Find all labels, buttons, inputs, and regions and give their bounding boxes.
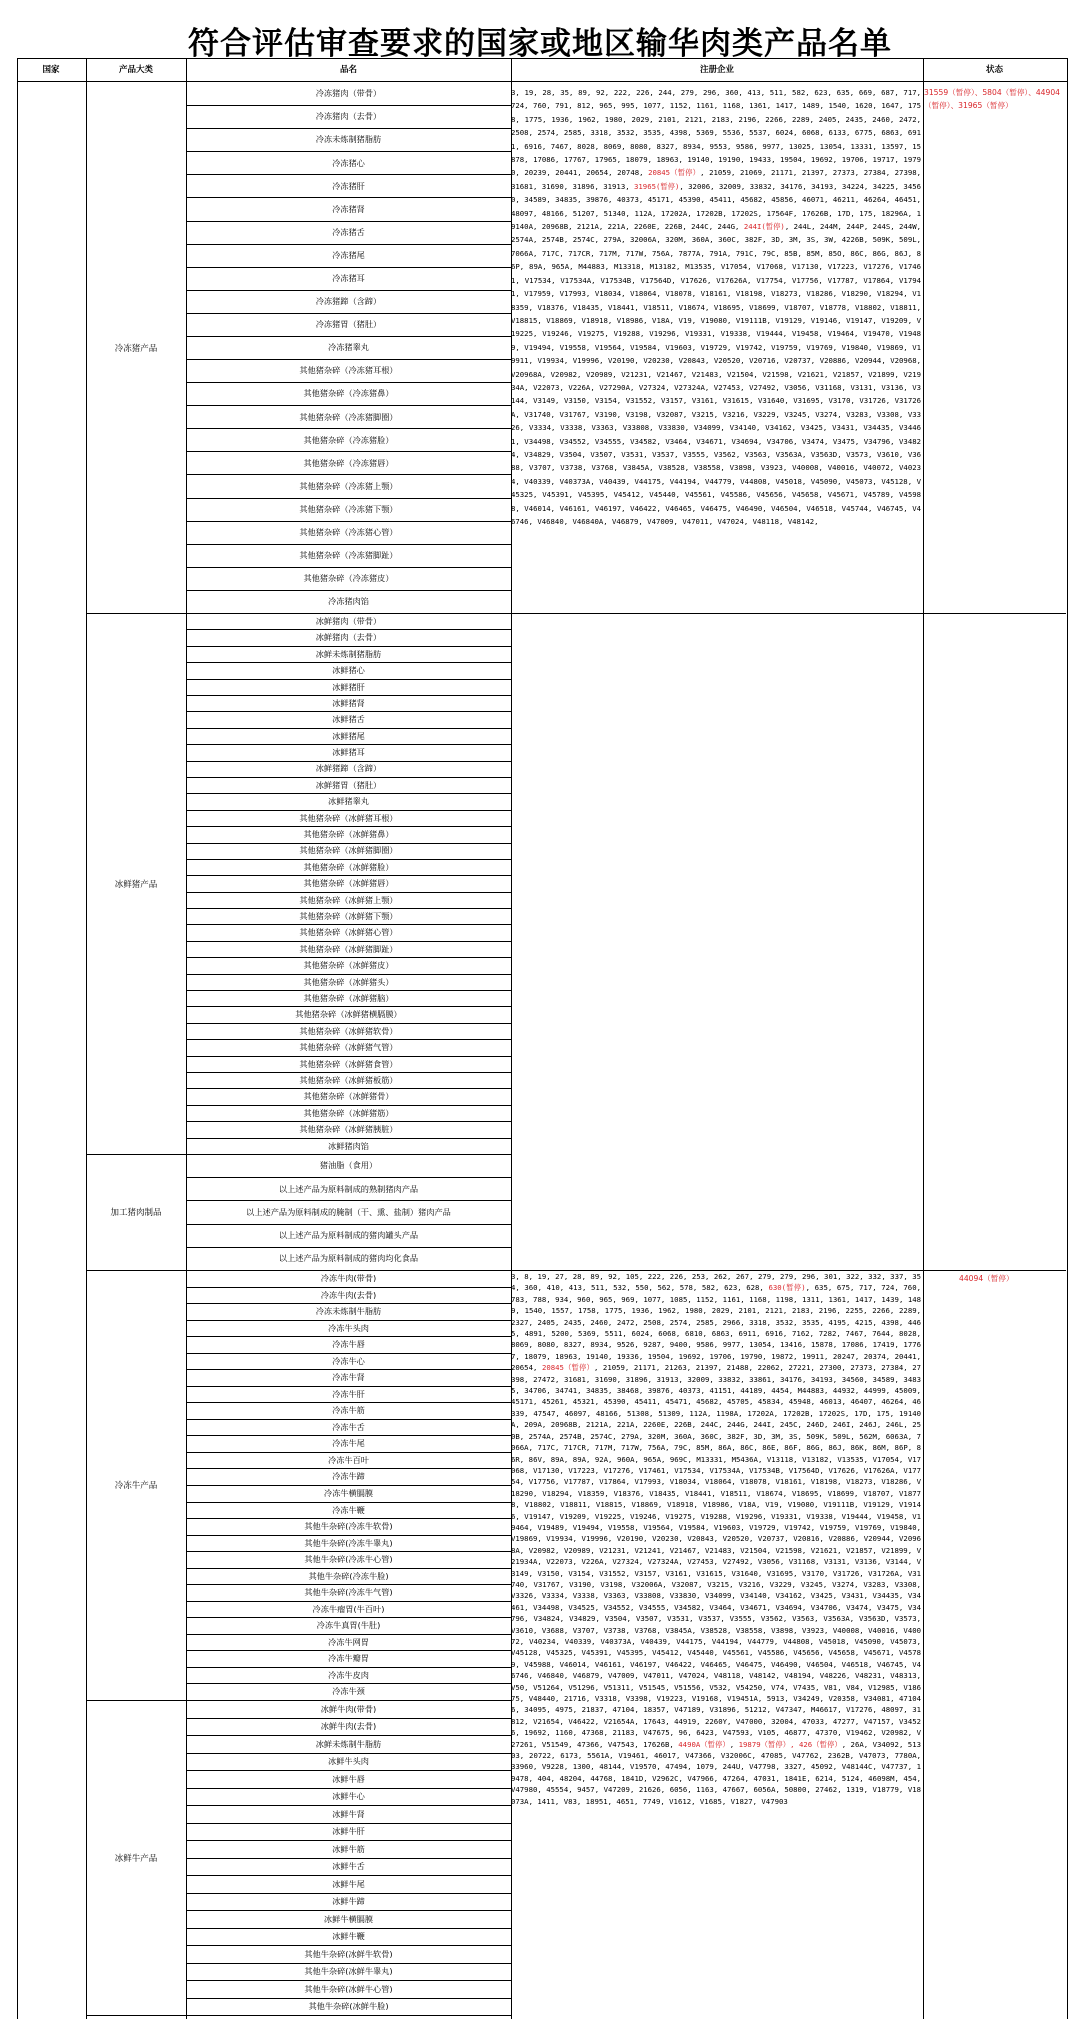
product-row-divider bbox=[186, 892, 511, 893]
product-row-divider bbox=[186, 1718, 511, 1719]
header-country: 国家 bbox=[42, 65, 60, 75]
product-name: 冰鲜猪蹄（含蹄） bbox=[315, 764, 382, 773]
product-row-divider bbox=[186, 521, 511, 522]
enterprise-codes: , 21059, 21069, 21171, 21397, 27373, 27384, 27398, 31681, 31690, 31896, 31913, bbox=[511, 168, 921, 191]
product-row-divider bbox=[186, 1753, 511, 1754]
product-name: 冰鲜猪尾 bbox=[332, 731, 365, 740]
document-title: 符合评估审查要求的国家或地区输华肉类产品名单 bbox=[188, 26, 892, 62]
product-name: 其他猪杂碎（冰鲜猪皮） bbox=[303, 961, 394, 970]
product-name: 冰鲜未炼制牛脂肪 bbox=[315, 1739, 382, 1748]
product-name: 冷冻牛颈 bbox=[332, 1687, 365, 1696]
product-name: 冰鲜猪睾丸 bbox=[328, 797, 369, 806]
suspended-enterprise-code: 19879（暂停）, 426（暂停） bbox=[738, 1739, 842, 1749]
product-row-divider bbox=[186, 1023, 511, 1024]
product-row-divider bbox=[186, 1634, 511, 1635]
product-name: 其他牛杂碎(冷冻牛软骨) bbox=[304, 1522, 393, 1531]
product-name: 冷冻未炼制猪脂肪 bbox=[315, 135, 382, 144]
product-name: 以上述产品为原料制成的熟制猪肉产品 bbox=[278, 1184, 419, 1193]
product-name: 其他猪杂碎（冰鲜猪上颚） bbox=[299, 895, 398, 904]
product-name: 冷冻牛肾 bbox=[332, 1373, 365, 1382]
product-name: 其他牛杂碎(冷冻牛睾丸) bbox=[304, 1538, 393, 1547]
product-row-divider bbox=[186, 1452, 511, 1453]
product-name: 其他猪杂碎（冰鲜猪筋） bbox=[303, 1108, 394, 1117]
product-row-divider bbox=[186, 128, 511, 129]
product-row-divider bbox=[186, 1823, 511, 1824]
product-name: 冰鲜猪肉（带骨） bbox=[315, 616, 382, 626]
enterprise-codes: 3, 19, 28, 35, 89, 92, 222, 226, 244, 279, 296, 360, 413, 511, 582, 623, 635, 669, 687, 717, 724, 760, 791, 812, 965, 995, 1077, 1152, 1161, 1168, 1361, 1417, 1489, 1540, 1620, 1647, 1758, 1775, 1936, 1962, 1980, 2029, 2101, 2121, 2183, 2196, 2266, 2289, 2405, 2435, 2460, 2472, 2508, 2574, 2585, 3318, 3532, 3535, 4398, 5369, 5536, 5537, 6024, 6068, 6133, 6775, 6863, 6911, 6916, 7467, 8028, 8069, 8080, 8327, 8934, 9553, 9586, 9977, 13025, 13054, 13331, 13597, 15878, 17086, 17767, 17965, 18079, 18963, 19140, 19190, 19433, 19504, 19692, 19706, 19717, 19790, 20239, 20441, 20654, 20748, bbox=[511, 88, 921, 178]
product-row-divider bbox=[186, 1468, 511, 1469]
product-name: 其他猪杂碎（冰鲜猪唇） bbox=[303, 879, 394, 888]
product-row-divider bbox=[186, 1287, 511, 1288]
product-row-divider bbox=[186, 1601, 511, 1602]
product-name: 冷冻牛皮肉 bbox=[328, 1670, 369, 1680]
product-name: 其他猪杂碎（冷冻猪下颚） bbox=[299, 504, 398, 514]
suspended-enterprise-code: 20845（暂停） bbox=[541, 1363, 594, 1373]
product-row-divider bbox=[186, 1247, 511, 1248]
suspended-enterprise-code: 20845（暂停） bbox=[648, 168, 701, 178]
product-row-divider bbox=[186, 590, 511, 591]
product-row-divider bbox=[186, 1568, 511, 1569]
header-enterprise: 注册企业 bbox=[699, 65, 734, 75]
product-name: 其他牛杂碎(冷冻牛脸) bbox=[308, 1571, 389, 1580]
product-name: 冰鲜牛头肉 bbox=[328, 1757, 369, 1766]
pork-status-text: 31559（暂停）、5804（暂停）、44904（暂停）、31965（暂停） bbox=[924, 88, 1060, 110]
product-name: 冰鲜猪耳 bbox=[332, 748, 365, 757]
product-name: 冷冻牛瘤胃(牛百叶) bbox=[312, 1604, 385, 1613]
product-name: 其他猪杂碎（冷冻猪心管） bbox=[299, 527, 398, 537]
product-name: 冷冻牛唇 bbox=[332, 1340, 365, 1349]
product-row-divider bbox=[186, 908, 511, 909]
section-divider bbox=[86, 1270, 511, 1271]
suspended-enterprise-code: 4490A（暂停） bbox=[678, 1739, 730, 1749]
product-row-divider bbox=[186, 1910, 511, 1911]
product-name: 冷冻猪尾 bbox=[332, 250, 365, 260]
product-name: 冷冻牛筋 bbox=[332, 1406, 365, 1415]
product-name: 冷冻猪肉（去骨） bbox=[315, 112, 382, 121]
product-row-divider bbox=[186, 1056, 511, 1057]
product-row-divider bbox=[186, 974, 511, 975]
product-name: 冷冻牛尾 bbox=[332, 1439, 365, 1448]
product-name: 冷冻未炼制牛脂肪 bbox=[315, 1307, 382, 1316]
product-name: 冰鲜猪肾 bbox=[332, 698, 365, 708]
product-row-divider bbox=[186, 1980, 511, 1981]
product-row-divider bbox=[186, 221, 511, 222]
beef-enterprise-list bbox=[511, 1271, 921, 1819]
product-name: 其他猪杂碎（冰鲜猪食管） bbox=[299, 1059, 398, 1068]
product-name: 其他猪杂碎（冷冻猪脚趾） bbox=[299, 551, 398, 560]
product-row-divider bbox=[186, 1788, 511, 1789]
product-name: 其他猪杂碎（冰鲜猪软骨） bbox=[299, 1026, 398, 1035]
product-name: 冰鲜猪胃（猪肚） bbox=[315, 780, 382, 790]
product-row-divider bbox=[186, 1303, 511, 1304]
product-name: 冷冻牛蹄 bbox=[332, 1472, 365, 1481]
product-row-divider bbox=[186, 1518, 511, 1519]
section-divider bbox=[86, 613, 511, 614]
product-name: 其他牛杂碎(冷冻牛心管) bbox=[304, 1555, 393, 1564]
product-name: 冰鲜牛唇 bbox=[332, 1774, 365, 1783]
product-row-divider bbox=[186, 1945, 511, 1946]
product-row-divider bbox=[186, 1584, 511, 1585]
product-row-divider bbox=[186, 1650, 511, 1651]
product-name: 其他猪杂碎（冰鲜猪耳根） bbox=[299, 813, 398, 822]
product-row-divider bbox=[186, 174, 511, 175]
product-row-divider bbox=[186, 1735, 511, 1736]
product-name: 其他猪杂碎（冰鲜猪头） bbox=[303, 977, 394, 986]
category-label: 加工猪肉制品 bbox=[110, 1208, 162, 1218]
product-row-divider bbox=[186, 728, 511, 729]
product-row-divider bbox=[186, 957, 511, 958]
product-name: 以上述产品为原料制成的猪肉罐头产品 bbox=[278, 1230, 419, 1240]
product-name: 冷冻牛肉(带骨) bbox=[320, 1274, 377, 1283]
product-row-divider bbox=[186, 1770, 511, 1771]
enterprise-codes: 3, 8, 19, 27, 28, 89, 92, 105, 222, 226, 253, 262, 267, 279, 279, 296, 301, 322, 332, 337, 354, 360, 410, 413, 511, 532, 550, 562, 578, 582, 623, 628, bbox=[511, 1272, 921, 1293]
product-row-divider bbox=[186, 290, 511, 291]
product-name: 冰鲜猪心 bbox=[332, 666, 365, 675]
product-name: 冷冻猪心 bbox=[332, 158, 365, 167]
enterprise-codes: , 244L, 244M, 244P, 244S, 244W, 2574A, 2574B, 2574C, 279A, 32006A, 320M, 360A, 360C, 382F, 3D, 3M, 3S, 3W, 4226B, 509K, 509L, 7066A, 717C, 717CR, 717M, 717W, 756A, 7877A, 791A, 791C, 79C, 85B, 85M, 85O, 86C, 86G, 86J, 86P, 89A, 965A, M44883, M13318, M13182, M13535, V17054, V17068, V17130, V17223, V17276, V17461, V17534, V17534A, V17534B, V17564D, V17626, V17626A, V17754, V17756, V17787, V17864, V17941, V17959, V17993, V18034, V18064, V18078, V18161, V18198, V18273, V18286, V18290, V18294, V18359, V18376, V18435, V18441, V18511, V18674, V18695, V18699, V18707, V18778, V18802, V18811, V18815, V18869, V18918, V18986, V18A, V19, V19080, V19111B, V19129, V19146, V19147, V19209, V19225, V19246, V19275, V19288, V19296, V19331, V19338, V19444, V19458, V19464, V19470, V19489, V19494, V19558, V19564, V19584, V19603, V19729, V19742, V19759, V19769, V19840, V19869, V19911, V19934, V19996, V20190, V20230, V20843, V20520, V20716, V20737, V20886, V20944, V20968, V20968A, V20982, V20989, V21231, V21467, V21483, V21504, V21598, V21621, V21857, V21899, V21934A, V22073, V226A, V27290A, V27324, V27324A, V27453, V27492, V3056, V31168, V3131, V3136, V3144, V3149, V3150, V3154, V31552, V3157, V3161, V31615, V31640, V31695, V3170, V31726, V31726A, V31740, V31767, V3190, V3198, V32087, V3215, V3216, V3229, V3245, V3274, V3283, V3308, V3326, V3334, V3338, V3363, V33808, V33830, V34099, V34140, V34162, V3425, V3431, V34435, V34461, V34498, V34552, V34555, V34582, V3464, V34671, V34694, V34706, V3474, V3475, V34796, V34824, V34829, V3504, V3507, V3531, V3537, V3555, V3562, V3563, V3563A, V3563D, V3573, V3610, V3688, V3707, V3738, V3768, V3845A, V38528, V38558, V3898, V3923, V40008, V40016, V40072, V40234, V40339, V40373A, V40439, V44175, V44194, V44779, V44808, V45018, V45090, V45073, V45128, V45325, V45391, V45395, V45412, V45440, V45561, V45586, V45656, V45658, V45671, V45789, V45988, V46014, V46161, V46197, V46422, V46465, V46475, V46490, V46504, V46518, V45744, V46745, V46746, V46840, V46840A, V46879, V47009, V47011, V47024, V48118, V48142, bbox=[511, 222, 921, 526]
product-row-divider bbox=[186, 1998, 511, 1999]
product-name: 其他猪杂碎（冰鲜猪脸） bbox=[303, 862, 394, 872]
product-row-divider bbox=[186, 405, 511, 406]
product-name: 其他猪杂碎（冷冻猪皮） bbox=[303, 574, 394, 583]
product-row-divider bbox=[186, 1963, 511, 1964]
product-name: 其他猪杂碎（冰鲜猪气管） bbox=[299, 1043, 398, 1052]
beef-status-text: 44094（暂停） bbox=[959, 1274, 1014, 1283]
product-name: 以上述产品为原料制成的腌制（干、熏、盐制）猪肉产品 bbox=[246, 1207, 451, 1216]
enterprise-codes: , 635, 675, 717, 724, 760, 783, 788, 934, 960, 965, 969, 1077, 1085, 1152, 1161, 1168, 1198, 1311, 1361, 1417, 1439, 1489, 1540, 1557, 1758, 1775, 1936, 1962, 1980, 2029, 2101, 2121, 2183, 2196, 2255, 2266, 2289, 2327, 2405, 2435, 2460, 2472, 2508, 2574, 2585, 2966, 3318, 3532, 3535, 4195, 4215, 4398, 4465, 4891, 5200, 5369, 5511, 6024, 6068, 6810, 6863, 6911, 6916, 7162, 7282, 7467, 7644, 8028, 8069, 8080, 8327, 8934, 9526, 9287, 9400, 9586, 9977, 13054, 13416, 15878, 17086, 17419, 17767, 18079, 18963, 19140, 19336, 19504, 19692, 19706, 19790, 19872, 19911, 20247, 20374, 20441, 20654, bbox=[511, 1283, 921, 1373]
product-name: 冰鲜猪肉（去骨） bbox=[315, 633, 382, 642]
product-row-divider bbox=[186, 1336, 511, 1337]
product-name: 冷冻猪蹄（含蹄） bbox=[315, 297, 382, 306]
product-row-divider bbox=[186, 498, 511, 499]
product-row-divider bbox=[186, 544, 511, 545]
product-name: 冰鲜牛肉(带骨) bbox=[320, 1704, 377, 1713]
product-row-divider bbox=[186, 1683, 511, 1684]
product-name: 冷冻牛网胃 bbox=[328, 1637, 369, 1647]
header-status: 状态 bbox=[985, 65, 1003, 75]
product-row-divider bbox=[186, 1121, 511, 1122]
product-name: 冰鲜牛心 bbox=[332, 1792, 365, 1801]
product-name: 冰鲜未炼制猪脂肪 bbox=[315, 649, 382, 658]
product-row-divider bbox=[186, 761, 511, 762]
product-name: 冰鲜牛肉(去骨) bbox=[320, 1722, 377, 1731]
product-row-divider bbox=[186, 428, 511, 429]
product-name: 冰鲜牛鞭 bbox=[332, 1932, 365, 1941]
product-row-divider bbox=[186, 567, 511, 568]
product-name: 冷冻猪胃（猪肚） bbox=[315, 320, 382, 329]
product-row-divider bbox=[186, 1039, 511, 1040]
product-name: 其他猪杂碎（冰鲜猪脑） bbox=[303, 994, 394, 1003]
product-row-divider bbox=[186, 1502, 511, 1503]
product-name: 冷冻牛横膈膜 bbox=[323, 1489, 374, 1498]
product-row-divider bbox=[186, 629, 511, 630]
product-row-divider bbox=[186, 474, 511, 475]
product-row-divider bbox=[186, 382, 511, 383]
product-name: 冷冻牛舌 bbox=[332, 1422, 365, 1432]
product-name: 其他牛杂碎(冰鲜牛心管) bbox=[304, 1984, 393, 1993]
product-row-divider bbox=[186, 810, 511, 811]
product-row-divider bbox=[186, 1200, 511, 1201]
product-row-divider bbox=[186, 1369, 511, 1370]
product-name: 其他猪杂碎（冰鲜猪胰脏） bbox=[299, 1125, 398, 1134]
header-product: 品名 bbox=[339, 65, 357, 75]
enterprise-codes: , 26A, V34092, 51303, 20722, 6173, 5561A, V19461, 46017, V47366, V32006C, 47085, V47762, 2362B, V47073, 7780A, 33960, V9228, 1300, 48144, V19570, 47494, 1079, 244U, V47798, 3327, 45092, V48144C, V47737, 19478, 404, 48204, 44768, 1841D, V2962C, V47966, 47264, 47031, 1841E, 6214, 5124, 46098M, 454, V47980, 45554, 9457, V47209, 21626, 6056, 1163, 47667, 6056A, 50800, 27462, 1319, V18779, V18073A, 1411, V83, 18951, 4651, 7749, V1612, V1685, V1827, V47903 bbox=[511, 1739, 921, 1806]
column-divider bbox=[923, 59, 924, 2019]
product-row-divider bbox=[186, 843, 511, 844]
product-row-divider bbox=[186, 941, 511, 942]
enterprise-codes: , 21059, 21171, 21263, 21397, 21488, 22062, 27221, 27300, 27373, 27384, 27398, 27472, 31681, 31690, 31896, 31913, 32009, 33832, 33861, 34176, 34193, 34560, 34589, 34835, 34706, 34741, 34835, 38468, 39876, 40373, 41151, 44189, 4454, M44883, 44932, 44999, 45009, 45171, 45261, 45321, 45390, 45411, 45471, 45682, 45705, 45834, 45948, 46013, 46407, 46264, 46339, 47547, 46097, 48166, 51308, 51309, 112A, 1198A, 17202A, 17202B, 17202S, 17D, 175, 19140A, 209A, 20968B, 2121A, 221A, 2260E, 226B, 244C, 244G, 244I, 245C, 246D, 246I, 246J, 246L, 250B, 2574A, 2574B, 2574C, 279A, 320M, 360A, 360C, 382F, 3D, 3M, 3S, 509K, 509L, 562M, 6063A, 7066A, 717C, 717CR, 717M, 717W, 756A, 79C, 85M, 86A, 86C, 86E, 86F, 86G, 86J, 86K, 86M, 86P, 86R, 86V, 89A, 89A, 92A, 960A, 965A, 969C, M13331, M5436A, V13118, V13182, V13535, V17054, V17068, V17130, V17223, V17276, V17461, V17534, V17534A, V17534B, V17564D, V17626, V17626A, V17754, V17756, V17787, V17864, V17993, V18034, V18064, V18078, V18161, V18198, V18273, V18286, V18290, V18294, V18359, V18376, V18435, V18441, V18511, V18674, V18695, V18699, V18707, V18778, V18802, V18811, V18815, V18869, V18918, V18986, V18A, V19, V19080, V19111B, V19129, V19146, V19147, V19209, V19225, V19246, V19275, V19288, V19296, V19331, V19338, V19444, V19458, V19464, V19489, V19494, V19558, V19564, V19584, V19603, V19729, V19742, V19759, V19769, V19840, V19869, V19934, V19996, V20190, V20230, V20843, V20520, V20737, V20816, V20886, V20944, V20968A, V20982, V20989, V21231, V21241, V21467, V21483, V21504, V21598, V21621, V21857, V21899, V21934A, V22073, V226A, V27324, V27324A, V27453, V27492, V3056, V31168, V3131, V3136, V3144, V3149, V3150, V3154, V31552, V3157, V3161, V31615, V31640, V31695, V3170, V31726, V31726A, V31740, V31767, V3190, V3198, V32006A, V32087, V3215, V3216, V3229, V3245, V3274, V3283, V3308, V3326, V3334, V3338, V3363, V33808, V33830, V34099, V34140, V34162, V3425, V3431, V34435, V34461, V34498, V34525, V34552, V34555, V34582, V3464, V34671, V34694, V34706, V3474, V3475, V34796, V34824, V34829, V3504, V3507, V3531, V3537, V3555, V3562, V3563, V3563A, V3563D, V3573, V3610, V3688, V3707, V3738, V3768, V3845A, V38528, V38558, V3898, V3923, V40008, V40016, V40072, V40234, V40339, V40373A, V40439, V44175, V44194, V44779, V44808, V45018, V45090, V45073, V45128, V45325, V45391, V45395, V45412, V45440, V45561, V45586, V45656, V45658, V45671, V45789, V45988, V46014, V46161, V46197, V46422, V46465, V46475, V46490, V46504, V46518, V46745, V46746, V46840, V46879, V47009, V47011, V47024, V48118, V48142, V48194, V48226, V48231, V48313, V50, V51264, V51296, V51311, V51545, V51556, V532, V54250, V74, V7435, V81, V84, V12985, V18675, V48440, 21716, V3318, V3398, V19223, V19168, V19451A, 5913, V34249, V20358, V34081, 471046, 34095, 4975, 21837, 47104, 18357, V47189, V31896, 51212, V47347, M46617, V17276, 48097, 31812, V21654, V46422, V21654A, 17643, 44919, 2260Y, V47000, 32004, 47033, 47277, V47157, V34526, 19692, 1160, 47368, 21183, V47675, 96, 6423, V47593, V105, 46877, 47370, V19462, V20982, V27261, V51549, 47366, V47543, 17626B, bbox=[511, 1363, 921, 1749]
product-row-divider bbox=[186, 1435, 511, 1436]
pork-enterprise-list bbox=[511, 86, 921, 606]
product-row-divider bbox=[186, 1224, 511, 1225]
product-name: 冷冻猪耳 bbox=[332, 273, 365, 283]
product-row-divider bbox=[186, 1535, 511, 1536]
product-row-divider bbox=[186, 451, 511, 452]
product-row-divider bbox=[186, 1858, 511, 1859]
section-divider bbox=[86, 1154, 511, 1155]
product-name: 冰鲜牛肝 bbox=[332, 1827, 365, 1836]
suspended-enterprise-code: 31965(暂停) bbox=[634, 181, 680, 191]
product-name: 冷冻牛鞭 bbox=[332, 1505, 365, 1514]
product-row-divider bbox=[186, 695, 511, 696]
product-row-divider bbox=[186, 1893, 511, 1894]
enterprise-codes: , bbox=[729, 1739, 739, 1749]
product-row-divider bbox=[186, 859, 511, 860]
product-row-divider bbox=[186, 1105, 511, 1106]
product-row-divider bbox=[186, 1928, 511, 1929]
product-name: 其他猪杂碎（冰鲜猪骨） bbox=[303, 1092, 394, 1101]
product-row-divider bbox=[186, 711, 511, 712]
product-name: 冰鲜猪肉馅 bbox=[328, 1141, 369, 1150]
product-name: 冷冻猪肉馅 bbox=[328, 597, 369, 606]
product-name: 其他猪杂碎（冰鲜猪鼻） bbox=[303, 830, 394, 839]
product-row-divider bbox=[186, 1551, 511, 1552]
suspended-enterprise-code: 244I(暂停) bbox=[743, 222, 785, 232]
product-row-divider bbox=[186, 1667, 511, 1668]
product-row-divider bbox=[186, 1419, 511, 1420]
product-name: 冷冻牛头肉 bbox=[328, 1323, 369, 1332]
product-name: 冷冻牛真胃(牛肚) bbox=[316, 1621, 381, 1630]
product-name: 冷冻猪睾丸 bbox=[328, 343, 369, 352]
product-name: 其他猪杂碎（冷冻猪脸） bbox=[303, 435, 394, 444]
product-name: 其他猪杂碎（冷冻猪脚圈） bbox=[299, 412, 398, 421]
product-row-divider bbox=[186, 336, 511, 337]
product-name: 其他猪杂碎（冷冻猪鼻） bbox=[303, 389, 394, 398]
enterprise-divider bbox=[511, 613, 1066, 614]
product-name: 其他猪杂碎（冰鲜猪下颚） bbox=[299, 912, 398, 921]
product-name: 冷冻牛肉(去骨) bbox=[320, 1290, 377, 1299]
category-label: 冰鲜猪产品 bbox=[114, 879, 158, 890]
product-row-divider bbox=[186, 1875, 511, 1876]
product-row-divider bbox=[186, 1386, 511, 1387]
product-row-divider bbox=[186, 359, 511, 360]
suspended-enterprise-code: 630(暂停) bbox=[768, 1283, 806, 1293]
product-row-divider bbox=[186, 1402, 511, 1403]
product-name: 冰鲜牛蹄 bbox=[332, 1897, 365, 1906]
product-row-divider bbox=[186, 777, 511, 778]
product-row-divider bbox=[186, 679, 511, 680]
product-name: 其他猪杂碎（冰鲜猪脚圈） bbox=[299, 846, 398, 855]
product-row-divider bbox=[186, 924, 511, 925]
section-divider bbox=[86, 1700, 511, 1701]
product-name: 冷冻猪舌 bbox=[332, 227, 365, 237]
product-name: 以上述产品为原料制成的猪肉均化食品 bbox=[278, 1254, 419, 1263]
product-row-divider bbox=[186, 1805, 511, 1806]
product-row-divider bbox=[186, 662, 511, 663]
product-name: 其他猪杂碎（冷冻猪唇） bbox=[303, 458, 394, 467]
product-name: 冷冻牛心 bbox=[332, 1356, 365, 1365]
product-row-divider bbox=[186, 1138, 511, 1139]
category-label: 冷冻牛产品 bbox=[114, 1481, 158, 1491]
product-name: 其他猪杂碎（冰鲜猪心管） bbox=[299, 928, 398, 937]
product-name: 冷冻牛百叶 bbox=[328, 1455, 369, 1465]
product-name: 冷冻猪肾 bbox=[332, 204, 365, 213]
product-name: 冰鲜牛肾 bbox=[332, 1809, 365, 1818]
product-row-divider bbox=[186, 105, 511, 106]
product-name: 冷冻猪肉（带骨） bbox=[315, 89, 382, 98]
product-row-divider bbox=[186, 875, 511, 876]
product-row-divider bbox=[186, 990, 511, 991]
product-name: 冰鲜猪肝 bbox=[332, 682, 365, 691]
product-row-divider bbox=[186, 1353, 511, 1354]
product-name: 冰鲜猪舌 bbox=[332, 715, 365, 724]
product-row-divider bbox=[186, 267, 511, 268]
header-category: 产品大类 bbox=[118, 65, 153, 75]
product-row-divider bbox=[186, 1617, 511, 1618]
product-name: 猪油脂（食用） bbox=[319, 1161, 378, 1170]
category-label: 冰鲜牛产品 bbox=[114, 1853, 158, 1864]
product-row-divider bbox=[186, 313, 511, 314]
product-name: 冷冻猪肝 bbox=[332, 181, 365, 190]
product-row-divider bbox=[186, 197, 511, 198]
product-name: 其他猪杂碎（冰鲜猪脚趾） bbox=[299, 944, 398, 954]
product-row-divider bbox=[186, 1006, 511, 1007]
product-name: 其他牛杂碎(冰鲜牛脸) bbox=[308, 2002, 389, 2011]
product-row-divider bbox=[186, 244, 511, 245]
product-row-divider bbox=[186, 1088, 511, 1089]
enterprise-codes: , 32006, 32009, 33832, 34176, 34193, 34224, 34225, 34560, 34589, 34835, 39876, 40373, 45171, 45390, 45411, 45682, 45856, 46071, 46211, 46264, 46451, 48097, 48166, 51207, 51340, 112A, 17202A, 17202B, 17202S, 17564F, 17626B, 17D, 175, 18296A, 19140A, 20968B, 2121A, 221A, 2260E, 226B, 244C, 244G, bbox=[511, 181, 921, 232]
product-name: 其他猪杂碎（冰鲜猪板筋） bbox=[299, 1075, 398, 1085]
product-name: 冷冻牛瓣胃 bbox=[328, 1654, 369, 1663]
product-name: 冰鲜牛尾 bbox=[332, 1879, 365, 1888]
product-name: 其他猪杂碎（冰鲜猪横膈膜） bbox=[295, 1010, 402, 1019]
product-row-divider bbox=[186, 1840, 511, 1841]
product-name: 其他牛杂碎(冷冻牛气管) bbox=[304, 1588, 393, 1597]
product-row-divider bbox=[186, 1072, 511, 1073]
product-row-divider bbox=[186, 826, 511, 827]
category-label: 冷冻猪产品 bbox=[114, 343, 158, 354]
product-name: 其他猪杂碎（冷冻猪耳根） bbox=[299, 366, 398, 375]
product-row-divider bbox=[186, 151, 511, 152]
product-name: 冰鲜牛舌 bbox=[332, 1862, 365, 1871]
product-row-divider bbox=[186, 744, 511, 745]
product-row-divider bbox=[186, 1485, 511, 1486]
product-name: 其他猪杂碎（冷冻猪上颚） bbox=[299, 481, 398, 490]
product-name: 冷冻牛肝 bbox=[332, 1389, 365, 1398]
product-row-divider bbox=[186, 1177, 511, 1178]
product-name: 冰鲜牛横膈膜 bbox=[323, 1914, 374, 1923]
product-row-divider bbox=[186, 793, 511, 794]
product-row-divider bbox=[186, 646, 511, 647]
product-name: 其他牛杂碎(冰鲜牛软骨) bbox=[304, 1949, 393, 1958]
product-name: 冰鲜牛筋 bbox=[332, 1844, 365, 1853]
section-divider bbox=[86, 2015, 511, 2016]
product-name: 其他牛杂碎(冰鲜牛睾丸) bbox=[304, 1967, 393, 1976]
product-row-divider bbox=[186, 1320, 511, 1321]
